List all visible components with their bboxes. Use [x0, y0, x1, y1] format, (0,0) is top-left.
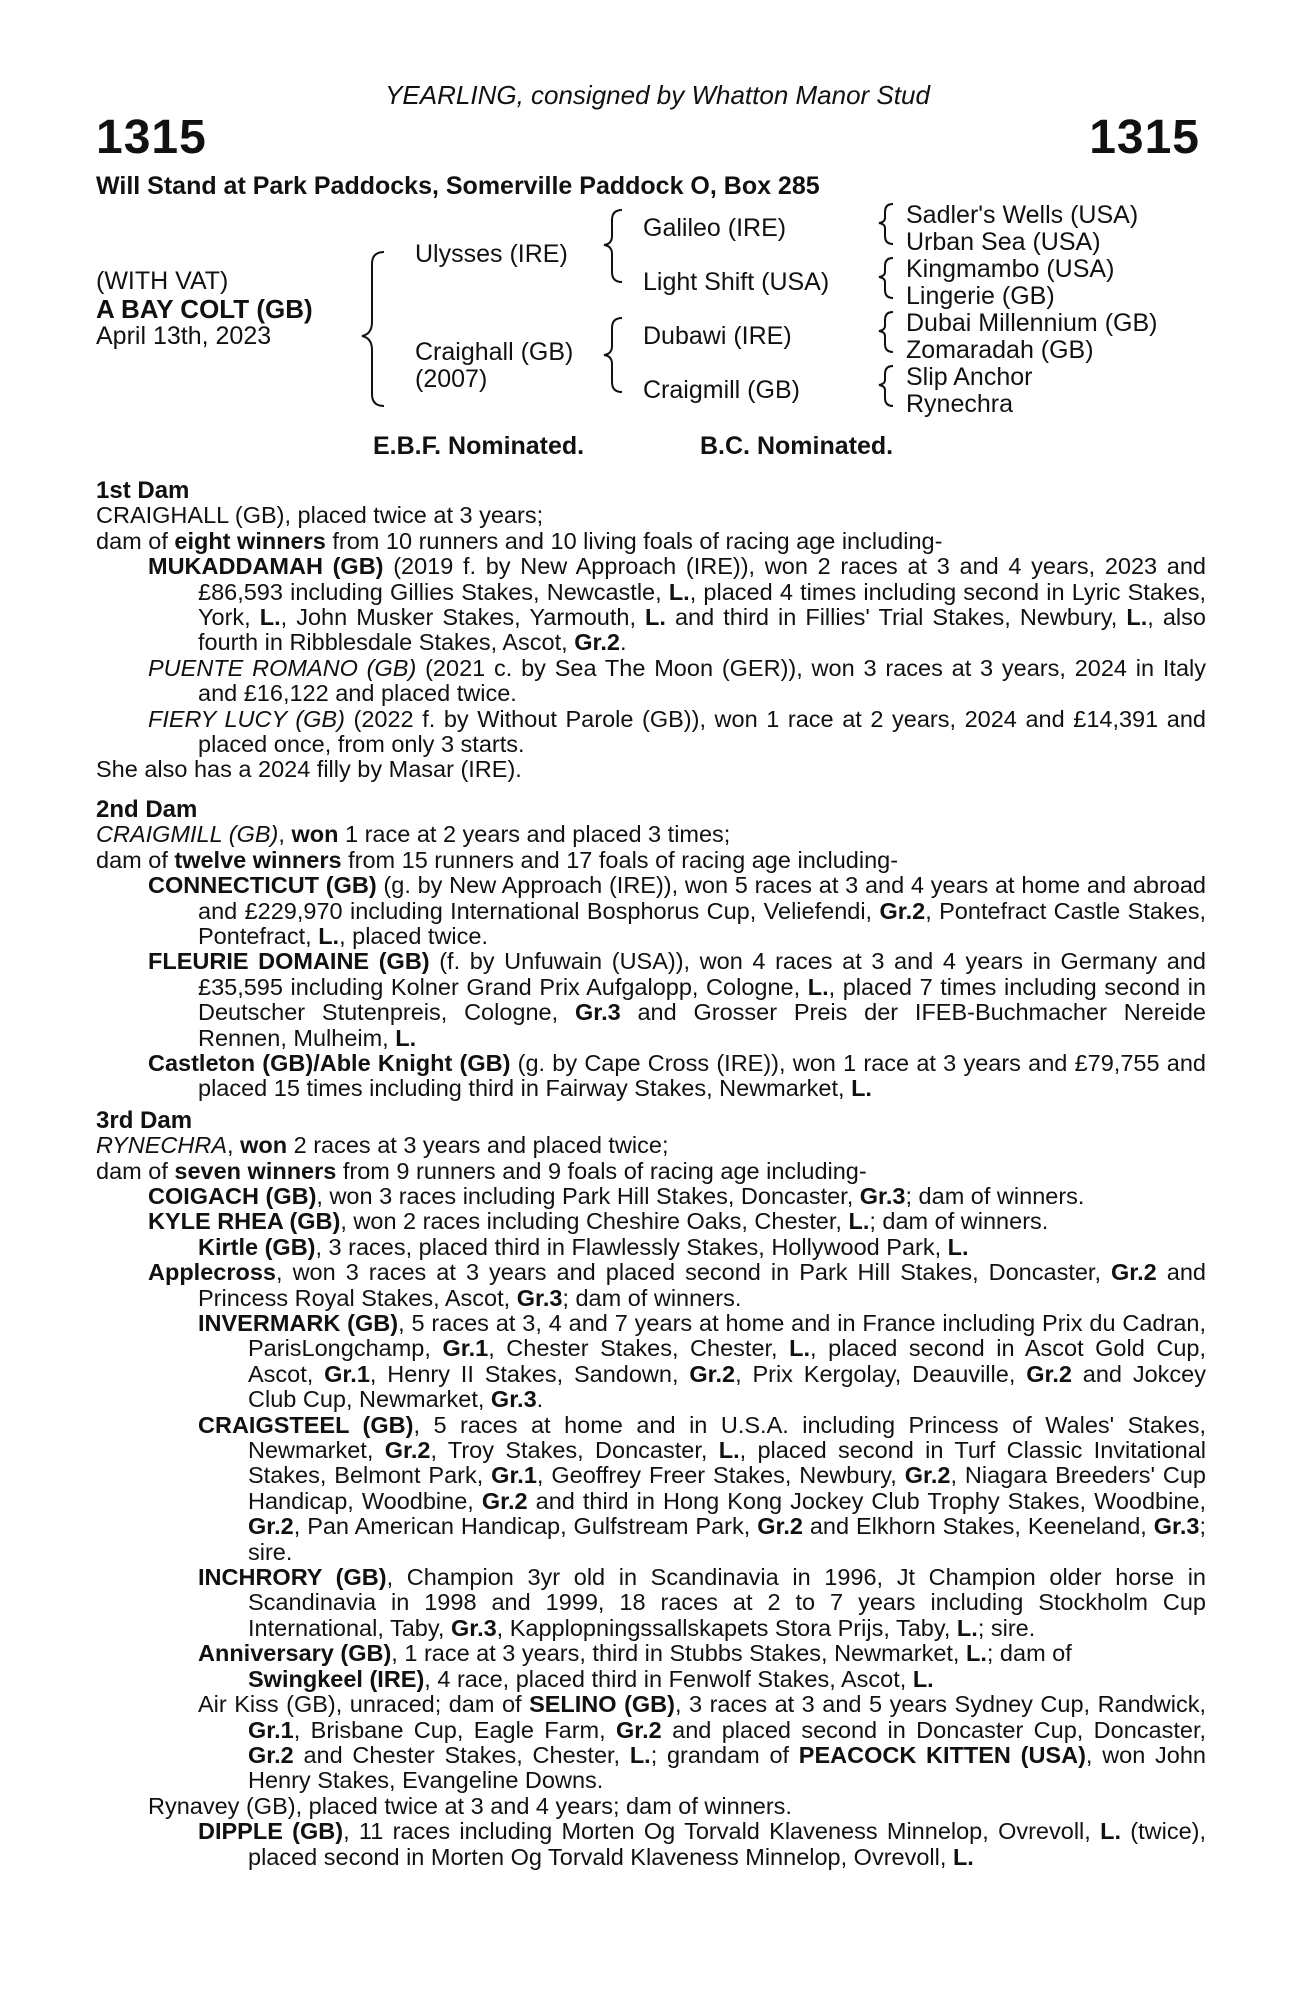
lot-subject: A BAY COLT (GB) — [96, 294, 313, 324]
ancestor-7: Slip Anchor — [906, 363, 1033, 391]
produce-castleton: Castleton (GB)/Able Knight (GB) (g. by Cape Cross (IRE)), won 1 race at 3 years and £79,755 and placed 15 times including third in Fairway Stakes, Newmarket, L. — [148, 1049, 1206, 1102]
ancestor-4: Lingerie (GB) — [906, 282, 1055, 310]
bc-nominated: B.C. Nominated. — [700, 432, 894, 460]
vat-note: (WITH VAT) — [96, 267, 229, 295]
lot-number-right: 1315 — [1089, 111, 1200, 164]
ancestor-6: Zomaradah (GB) — [906, 336, 1094, 364]
produce-swingkeel: Swingkeel (IRE), 4 race, placed third in Fenwolf Stakes, Ascot, L. — [248, 1665, 934, 1692]
sire-dam: Light Shift (USA) — [643, 268, 830, 296]
second-dam-heading: 2nd Dam — [96, 795, 198, 823]
brace-sire-dam — [362, 252, 384, 406]
ebf-nominated: E.B.F. Nominated. — [373, 432, 585, 460]
pedigree-braces — [0, 0, 1315, 430]
dam-dam: Craigmill (GB) — [643, 376, 800, 404]
catalogue-body — [96, 478, 1206, 1870]
brace-g3 — [879, 312, 893, 352]
brace-sire-line — [604, 210, 622, 282]
first-dam-intro: CRAIGHALL (GB), placed twice at 3 years; — [96, 502, 544, 529]
ancestor-8: Rynechra — [906, 390, 1013, 418]
dam-sire: Dubawi (IRE) — [643, 322, 792, 350]
first-dam-produce-summary: dam of eight winners from 10 runners and 10 living foals of racing age including- — [96, 527, 943, 554]
ancestor-5: Dubai Millennium (GB) — [906, 309, 1158, 337]
produce-applecross: Applecross, won 3 races at 3 years and placed second in Park Hill Stakes, Doncaster, Gr.2 and Princess Royal Stakes, Ascot, Gr.3; dam of winners. — [148, 1259, 1206, 1311]
ancestor-1: Sadler's Wells (USA) — [906, 201, 1139, 229]
produce-mukaddamah: MUKADDAMAH (GB) (2019 f. by New Approach (IRE)), won 2 races at 3 and 4 years, 2023 and £86,593 including Gillies Stakes, Newcastle, L., placed 4 times including second in Lyric Stakes, York, L., John Musker Stakes, Yarmouth, L. and third in Fillies' Trial Stakes, Newbury, L., also fourth in Ribblesdale Stakes, Ascot, Gr.2. — [148, 553, 1206, 656]
brace-dam-line — [604, 318, 622, 392]
brace-g2 — [879, 258, 893, 298]
produce-dipple: DIPPLE (GB), 11 races including Morten Og Torvald Klaveness Minnelop, Ovrevoll, L. (twice), placed second in Morten Og Torvald Klaveness Minnelop, Ovrevoll, L. — [198, 1818, 1207, 1870]
first-dam-footer: She also has a 2024 filly by Masar (IRE). — [96, 756, 522, 783]
produce-kyle-rhea: KYLE RHEA (GB), won 2 races including Cheshire Oaks, Chester, L.; dam of winners. — [148, 1208, 1049, 1235]
second-dam-intro: CRAIGMILL (GB), won 1 race at 2 years and placed 3 times; — [96, 821, 731, 848]
brace-g4 — [879, 366, 893, 406]
produce-anniversary: Anniversary (GB), 1 race at 3 years, third in Stubbs Stakes, Newmarket, L.; dam of — [198, 1640, 1072, 1667]
second-dam-produce-summary: dam of twelve winners from 15 runners and 17 foals of racing age including- — [96, 846, 899, 873]
sire-sire: Galileo (IRE) — [643, 214, 787, 242]
produce-air-kiss: Air Kiss (GB), unraced; dam of SELINO (GB), 3 races at 3 and 5 years Sydney Cup, Randwick, Gr.1, Brisbane Cup, Eagle Farm, Gr.2 and placed second in Doncaster Cup, Doncaster, Gr.2 and Chester Stakes, Chester, L.; grandam of PEACOCK KITTEN (USA), won John Henry Stakes, Evangeline Downs. — [198, 1691, 1207, 1794]
sire: Ulysses (IRE) — [415, 240, 568, 268]
produce-invermark: INVERMARK (GB), 5 races at 3, 4 and 7 years at home and in France including Prix du Cadran, ParisLongchamp, Gr.1, Chester Stakes, Chester, L., placed second in Ascot Gold Cup, Ascot, Gr.1, Henry II Stakes, Sandown, Gr.2, Prix Kergolay, Deauville, Gr.2 and Jokcey Club Cup, Newmarket, Gr.3. — [198, 1310, 1206, 1413]
foaling-date: April 13th, 2023 — [96, 322, 272, 350]
consignor-line: YEARLING, consigned by Whatton Manor Stud — [385, 80, 930, 110]
brace-g1 — [879, 204, 893, 244]
produce-kirtle: Kirtle (GB), 3 races, placed third in Flawlessly Stakes, Hollywood Park, L. — [198, 1233, 969, 1260]
produce-fleurie-domaine: FLEURIE DOMAINE (GB) (f. by Unfuwain (USA)), won 4 races at 3 and 4 years in Germany and £35,595 including Kolner Grand Prix Aufgalopp, Cologne, L., placed 7 times including second in Deutscher Stutenpreis, Cologne, Gr.3 and Grosser Preis der IFEB-Buchmacher Nereide Rennen, Mulheim, L. — [148, 948, 1206, 1051]
ancestor-2: Urban Sea (USA) — [906, 228, 1101, 256]
produce-craigsteel: CRAIGSTEEL (GB), 5 races at home and in U.S.A. including Princess of Wales' Stakes, Newmarket, Gr.2, Troy Stakes, Doncaster, L., placed second in Turf Classic Invitational Stakes, Belmont Park, Gr.1, Geoffrey Freer Stakes, Newbury, Gr.2, Niagara Breeders' Cup Handicap, Woodbine, Gr.2 and third in Hong Kong Jockey Club Trophy Stakes, Woodbine, Gr.2, Pan American Handicap, Gulfstream Park, Gr.2 and Elkhorn Stakes, Keeneland, Gr.3; sire. — [198, 1411, 1207, 1565]
first-dam-heading: 1st Dam — [96, 477, 190, 504]
produce-fiery-lucy: FIERY LUCY (GB) (2022 f. by Without Parole (GB)), won 1 race at 2 years, 2024 and £14,391 and placed once, from only 3 starts. — [148, 705, 1206, 758]
produce-rynavey: Rynavey (GB), placed twice at 3 and 4 years; dam of winners. — [148, 1792, 792, 1819]
third-dam-produce-summary: dam of seven winners from 9 runners and 9 foals of racing age including- — [96, 1157, 867, 1184]
produce-inchrory: INCHRORY (GB), Champion 3yr old in Scandinavia in 1996, Jt Champion older horse in Scandinavia in 1998 and 1999, 18 races at 2 to 7 years including Stockholm Cup International, Taby, Gr.3, Kapplopningssallskapets Stora Prijs, Taby, L.; sire. — [198, 1564, 1206, 1641]
produce-connecticut: CONNECTICUT (GB) (g. by New Approach (IRE)), won 5 races at 3 and 4 years at home and abroad and £229,970 including International Bosphorus Cup, Veliefendi, Gr.2, Pontefract Castle Stakes, Pontefract, L., placed twice. — [148, 872, 1207, 949]
produce-coigach: COIGACH (GB), won 3 races including Park Hill Stakes, Doncaster, Gr.3; dam of winners. — [148, 1182, 1085, 1209]
dam-year: (2007) — [415, 365, 488, 393]
third-dam-intro: RYNECHRA, won 2 races at 3 years and placed twice; — [96, 1132, 669, 1159]
lot-number-left: 1315 — [96, 111, 207, 164]
produce-puente-romano: PUENTE ROMANO (GB) (2021 c. by Sea The Moon (GER)), won 3 races at 3 years, 2024 in Italy and £16,122 and placed twice. — [148, 654, 1206, 707]
stabling-location: Will Stand at Park Paddocks, Somerville Paddock O, Box 285 — [96, 172, 820, 200]
third-dam-heading: 3rd Dam — [96, 1106, 193, 1134]
ancestor-3: Kingmambo (USA) — [906, 255, 1115, 283]
dam: Craighall (GB) — [415, 338, 574, 366]
